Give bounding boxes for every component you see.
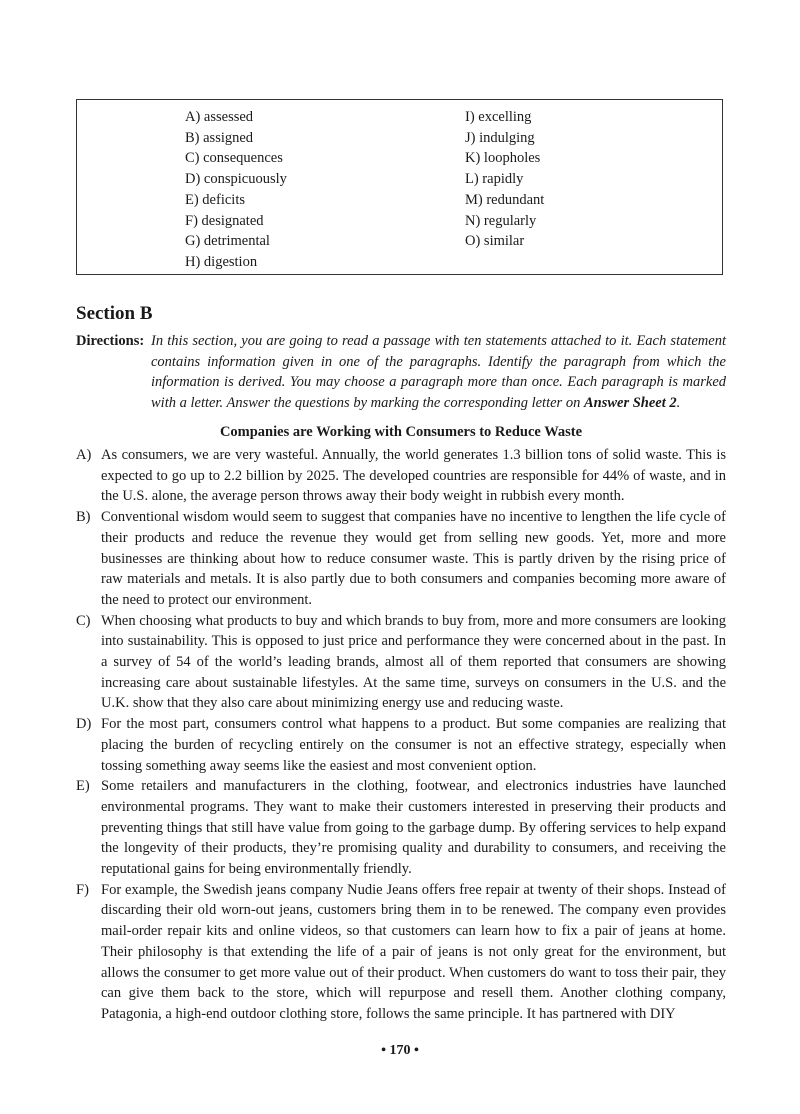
paragraph-letter: A) bbox=[76, 447, 92, 463]
passage-title: Companies are Working with Consumers to Reduce Waste bbox=[219, 424, 583, 440]
paragraph-b bbox=[76, 507, 726, 611]
paragraph-letter: C) bbox=[76, 612, 91, 629]
word-option: O) similar bbox=[465, 233, 525, 250]
paragraph-text: For example, the Swedish jeans company Nudie Jeans offers free repair at twenty of their shops. Instead of discarding their old worn-out jeans, customers bring them in to be renewed. The company even provides mail-order repair kits and online videos, so that customers can learn how to fix a pair of jeans at home. Their philosophy is that extending the life of a pair of jeans is not only great for the environment, but allows the consumer to get more value out of their product. When customers do want to toss their pair, they can give them back to the store, which will repurpose and resell them. Another clothing company, Patagonia, a high-end outdoor clothing store, follows the same principle. It has partnered with DIY bbox=[101, 881, 726, 1022]
word-option: L) rapidly bbox=[465, 171, 524, 188]
word-option: I) excelling bbox=[465, 109, 532, 125]
word-bank-right-column bbox=[465, 107, 544, 252]
word-option: J) indulging bbox=[465, 129, 535, 146]
paragraph-text: As consumers, we are very wasteful. Annually, the world generates 1.3 billion tons of solid waste. This is expected to go up to 2.2 billion by 2025. The developed countries are responsible for 44% of waste, and in the U.S. alone, the average person throws away their body weight in rubbish every month. bbox=[101, 447, 726, 505]
word-option: H) digestion bbox=[185, 253, 258, 270]
directions-text bbox=[151, 331, 726, 414]
word-option: F) designated bbox=[185, 212, 264, 229]
section-title: Section B bbox=[76, 303, 153, 324]
word-option: C) consequences bbox=[185, 150, 283, 167]
paragraph-text: Conventional wisdom would seem to suggest that companies have no incentive to lengthen the life cycle of their products and reduce the revenue they would get from selling new goods. Yet, more and more businesses are thinking about how to reduce consumer waste. This is partly driven by the rising price of raw materials and metals. It is also partly due to both consumers and companies becoming more aware of the need to protect our environment. bbox=[101, 509, 726, 608]
page-number: • 170 • bbox=[381, 1043, 419, 1058]
word-option: N) regularly bbox=[465, 212, 537, 229]
word-option: B) assigned bbox=[185, 129, 254, 146]
directions-end: . bbox=[676, 395, 681, 412]
paragraph-letter: B) bbox=[76, 509, 91, 526]
directions-body: In this section, you are going to read a passage with ten statements attached to it. Each statement contains information given in one of the paragraphs. Identify the paragraph from which the information is derived. You may choose a paragraph more than once. Each paragraph is marked with a letter. Answer the questions by marking the corresponding letter on bbox=[151, 333, 726, 412]
directions bbox=[76, 331, 726, 414]
word-option: D) conspicuously bbox=[185, 171, 287, 188]
paragraph-text: Some retailers and manufacturers in the clothing, footwear, and electronics industries have launched environmental programs. They want to make their customers interested in preserving their products and preventing things that still have value from going to the garbage dump. By offering services to help expand the longevity of their products, they’re promising quality and durability to consumers, and receiving the reputational gains for being environmentally friendly. bbox=[101, 778, 726, 878]
paragraph-letter: E) bbox=[76, 778, 90, 795]
word-option: M) redundant bbox=[465, 191, 545, 208]
word-option: E) deficits bbox=[185, 191, 245, 208]
word-option: A) assessed bbox=[185, 109, 254, 125]
directions-label: Directions: bbox=[76, 333, 145, 349]
paragraph-d bbox=[76, 714, 726, 776]
passage-body bbox=[76, 445, 726, 1025]
paragraph-f bbox=[76, 880, 726, 1025]
answer-sheet-reference: Answer Sheet 2 bbox=[583, 395, 677, 412]
word-bank-box bbox=[76, 99, 723, 275]
paragraph-letter: F) bbox=[76, 881, 89, 898]
paragraph-text: When choosing what products to buy and which brands to buy from, more and more consumers are looking into sustainability. This is opposed to just price and performance they were concerned about in the past. In a survey of 54 of the world’s leading brands, almost all of them reported that consumers are showing increasing care about sustainable lifestyles. At the same time, surveys on consumers in the U.S. and the U.K. show that they also care about minimizing energy use and reducing waste. bbox=[101, 612, 726, 712]
paragraph-c bbox=[76, 611, 726, 715]
paragraph-text: For the most part, consumers control what happens to a product. But some companies are realizing that placing the burden of recycling entirely on the consumer is not an effective strategy, especially when tossing something away seems like the easiest and most convenient option. bbox=[101, 716, 726, 774]
paragraph-a bbox=[76, 445, 726, 507]
word-option: G) detrimental bbox=[185, 233, 270, 250]
word-bank-left-column bbox=[185, 107, 287, 273]
word-option: K) loopholes bbox=[465, 150, 541, 167]
paragraph-e bbox=[76, 776, 726, 880]
paragraph-letter: D) bbox=[76, 716, 92, 733]
